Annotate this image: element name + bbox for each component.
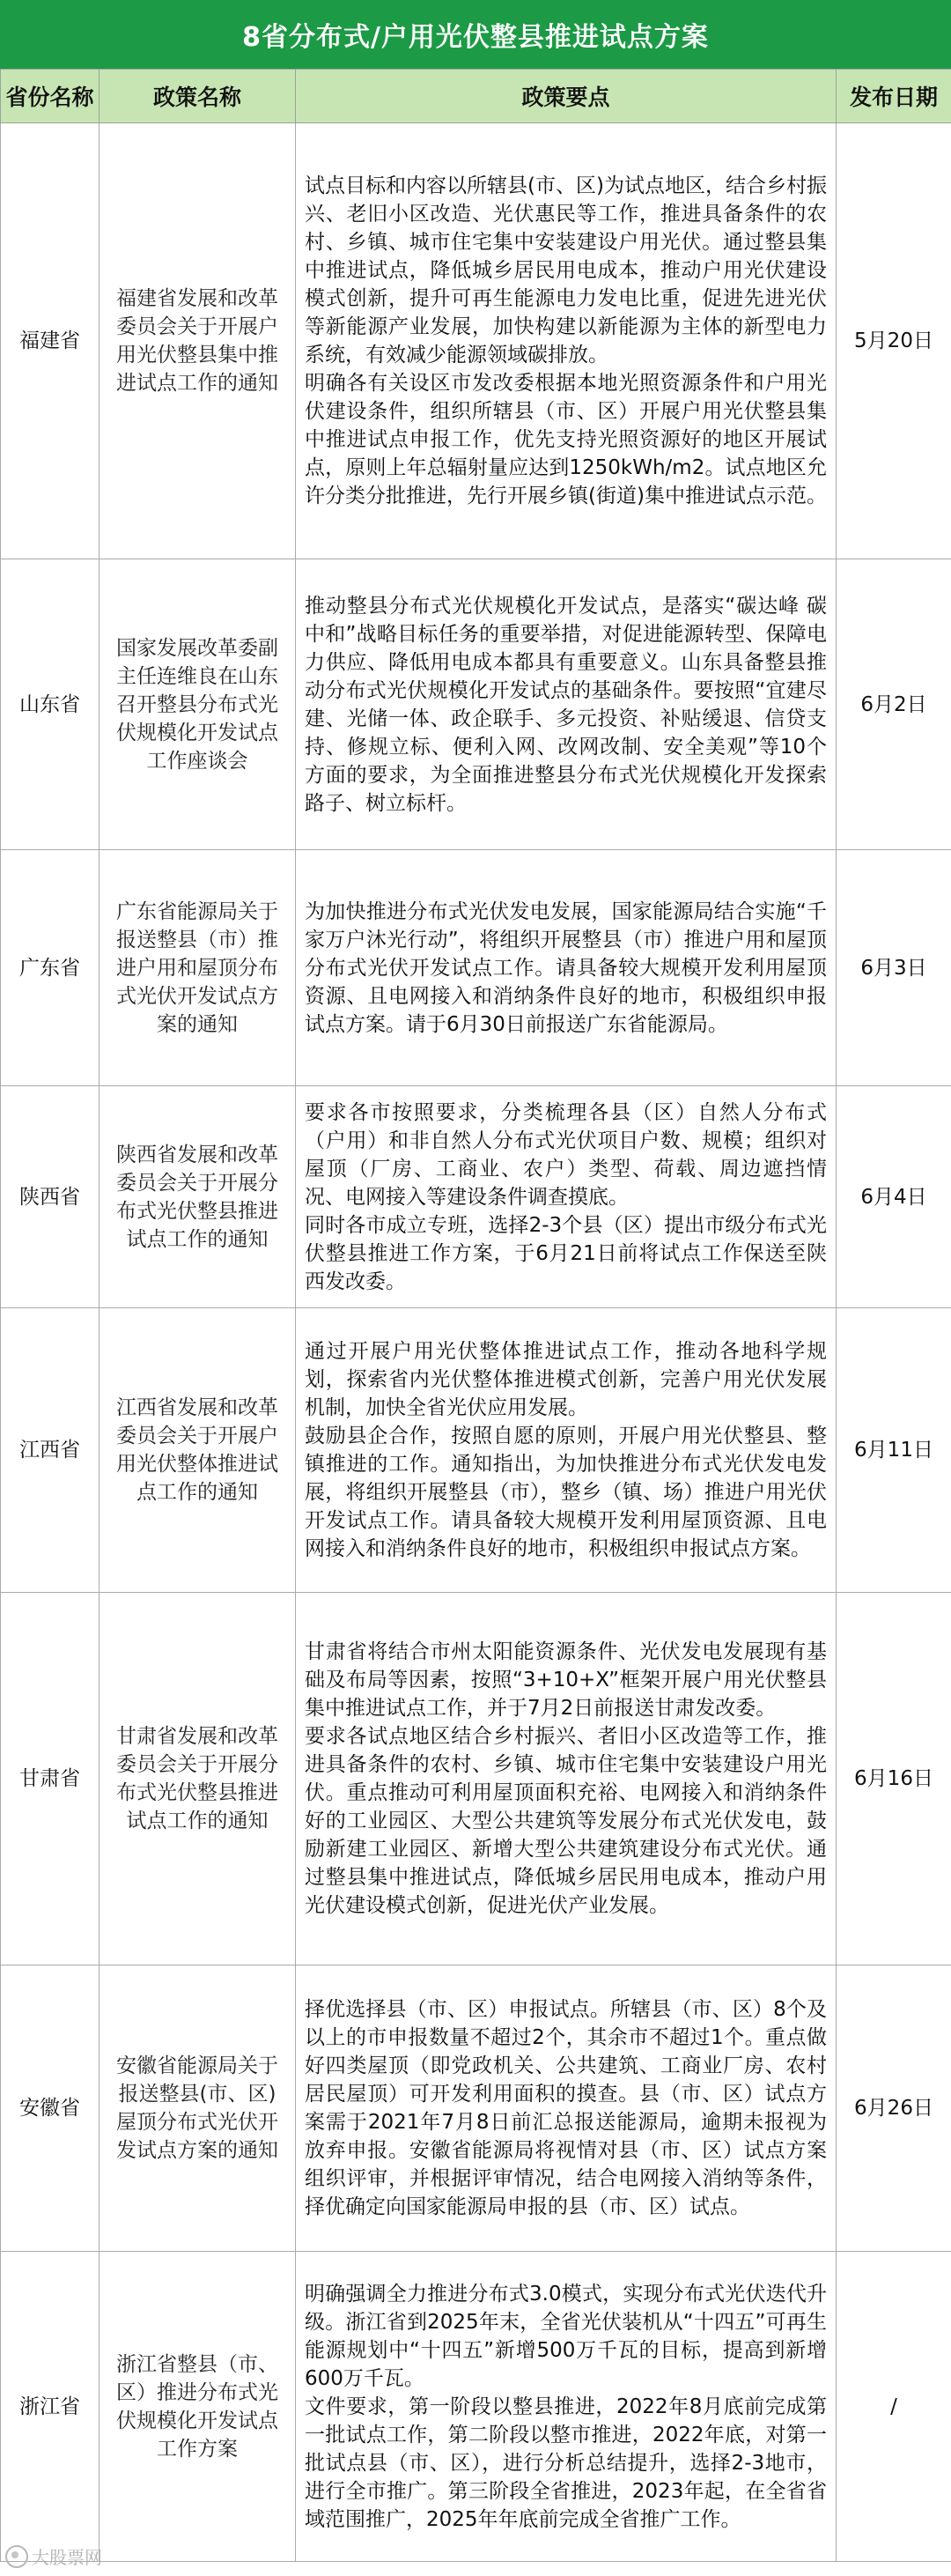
table-row [1, 559, 951, 850]
policy-point: 推动整县分布式光伏规模化开发试点，是落实“碳达峰 碳中和”战略目标任务的重要举措，对促进能源转型、保障电力供应、降低用电成本都具有重要意义。山东具备整县推动分布式光伏规模化开发试点的基础条件。要按照“宜建尽建、光储一体、政企联手、多元投资、补贴缓退、信贷支持、修规立标、便利入网、改网改制、安全美观”等10个方面的要求，为全面推进整县分布式光伏规模化开发探索路子、树立标杆。 [305, 594, 827, 815]
province-cell: 陕西省 [1, 1086, 100, 1308]
page-title: 8省分布式/户用光伏整县推进试点方案 [0, 0, 951, 69]
release-date-cell: 6月16日 [837, 1593, 951, 1965]
release-date-cell: 6月3日 [837, 850, 951, 1086]
province-cell: 江西省 [1, 1308, 100, 1593]
release-date-cell: 6月2日 [837, 559, 951, 850]
policy-points-cell [296, 2252, 837, 2562]
header-province: 省份名称 [1, 70, 100, 123]
policy-points-cell [296, 123, 837, 559]
policy-point: 通过开展户用光伏整体推进试点工作，推动各地科学规划，探索省内光伏整体推进模式创新，完善户用光伏发展机制，加快全省光伏应用发展。 [305, 1340, 827, 1419]
policy-point: 鼓励县企合作，按照自愿的原则，开展户用光伏整县、整镇推进的工作。通知指出，为加快推进分布式光伏发电发展，将组织开展整县（市），整乡（镇、场）推进户用光伏开发试点工作。请具备较大规模开发利用屋顶资源、且电网接入和消纳条件良好的地市，积极组织申报试点方案。 [305, 1425, 827, 1560]
policy-points-cell [296, 1308, 837, 1593]
policy-name-cell: 甘肃省发展和改革委员会关于开展分布式光伏整县推进试点工作的通知 [100, 1593, 296, 1965]
release-date-cell: / [837, 2252, 951, 2562]
watermark [5, 2543, 102, 2569]
policy-name-cell: 国家发展改革委副主任连维良在山东召开整县分布式光伏规模化开发试点工作座谈会 [100, 559, 296, 850]
policy-name-cell: 浙江省整县（市、区）推进分布式光伏规模化开发试点工作方案 [100, 2252, 296, 2562]
table-row [1, 1965, 951, 2252]
policy-table [0, 69, 951, 2562]
policy-point: 要求各市按照要求，分类梳理各县（区）自然人分布式（户用）和非自然人分布式光伏项目户数、规模；组织对屋顶（厂房、工商业、农户）类型、荷载、周边遮挡情况、电网接入等建设条件调查摸底。 [305, 1100, 827, 1209]
policy-points-cell [296, 850, 837, 1086]
table-row [1, 123, 951, 559]
policy-name-cell: 福建省发展和改革委员会关于开展户用光伏整县集中推进试点工作的通知 [100, 123, 296, 559]
policy-points-cell [296, 1593, 837, 1965]
province-cell: 福建省 [1, 123, 100, 559]
table-row [1, 850, 951, 1086]
policy-name-cell: 广东省能源局关于报送整县（市）推进户用和屋顶分布式光伏开发试点方案的通知 [100, 850, 296, 1086]
province-cell: 广东省 [1, 850, 100, 1086]
province-cell: 安徽省 [1, 1965, 100, 2252]
policy-points-cell [296, 1965, 837, 2252]
policy-point: 试点目标和内容以所辖县(市、区)为试点地区，结合乡村振兴、老旧小区改造、光伏惠民等工作，推进具备条件的农村、乡镇、城市住宅集中安装建设户用光伏。通过整县集中推进试点，降低城乡居民用电成本，推动户用光伏建设模式创新，提升可再生能源电力发电比重，促进先进光伏等新能源产业发展，加快构建以新能源为主体的新型电力系统，有效减少能源领域碳排放。 [305, 174, 827, 366]
province-cell: 浙江省 [1, 2252, 100, 2562]
policy-point: 甘肃省将结合市州太阳能资源条件、光伏发电发展现有基础及布局等因素，按照“3+10+X”框架开展户用光伏整县集中推进试点工作，并于7月2日前报送甘肃发改委。 [305, 1640, 827, 1720]
policy-point: 明确各有关设区市发改委根据本地光照资源条件和户用光伏建设条件，组织所辖县（市、区）开展户用光伏整县集中推进试点申报工作，优先支持光照资源好的地区开展试点，原则上年总辐射量应达到1250kWh/m2。试点地区允许分类分批推进，先行开展乡镇(街道)集中推进试点示范。 [305, 372, 827, 507]
policy-point: 同时各市成立专班，选择2-3个县（区）提出市级分布式光伏整县推进工作方案，于6月21日前将试点工作保送至陕西发改委。 [305, 1213, 827, 1293]
policy-name-cell: 安徽省能源局关于报送整县(市、区)屋顶分布式光伏开发试点方案的通知 [100, 1965, 296, 2252]
table-row [1, 1593, 951, 1965]
header-policy-points: 政策要点 [296, 70, 837, 123]
watermark-text: 大股票网 [32, 2547, 102, 2568]
release-date-cell: 6月4日 [837, 1086, 951, 1308]
table-row [1, 1086, 951, 1308]
watermark-logo-icon [5, 2545, 28, 2568]
header-policy-name: 政策名称 [100, 70, 296, 123]
policy-points-cell [296, 1086, 837, 1308]
policy-point: 明确强调全力推进分布式3.0模式，实现分布式光伏迭代升级。浙江省到2025年末，全省光伏装机从“十四五”可再生能源规划中“十四五”新增500万千瓦的目标，提高到新增600万千瓦。 [305, 2282, 827, 2390]
policy-point: 要求各试点地区结合乡村振兴、者旧小区改造等工作，推进具备条件的农村、乡镇、城市住宅集中安装建设户用光伏。重点推动可利用屋顶面积充裕、电网接入和消纳条件好的工业园区、大型公共建筑等发展分布式光伏发电，鼓励新建工业园区、新增大型公共建筑建设分布式光伏。通过整县集中推进试点，降低城乡居民用电成本，推动户用光伏建设模式创新，促进光伏产业发展。 [305, 1725, 827, 1917]
table-row [1, 2252, 951, 2562]
policy-name-cell: 陕西省发展和改革委员会关于开展分布式光伏整县推进试点工作的通知 [100, 1086, 296, 1308]
policy-point: 为加快推进分布式光伏发电发展，国家能源局结合实施“千家万户沐光行动”，将组织开展整县（市）推进户用和屋顶分布式光伏开发试点工作。请具备较大规模开发利用屋顶资源、且电网接入和消纳条件良好的地市，积极组织申报试点方案。请于6月30日前报送广东省能源局。 [305, 899, 827, 1036]
province-cell: 甘肃省 [1, 1593, 100, 1965]
release-date-cell: 6月11日 [837, 1308, 951, 1593]
table-row [1, 1308, 951, 1593]
policy-points-cell [296, 559, 837, 850]
policy-name-cell: 江西省发展和改革委员会关于开展户用光伏整体推进试点工作的通知 [100, 1308, 296, 1593]
province-cell: 山东省 [1, 559, 100, 850]
release-date-cell: 6月26日 [837, 1965, 951, 2252]
policy-point: 文件要求，第一阶段以整县推进，2022年8月底前完成第一批试点工作，第二阶段以整市推进，2022年底，对第一批试点县（市、区），进行分析总结提升，选择2-3地市，进行全市推广。第三阶段全省推进，2023年起，在全省省域范围推广，2025年年底前完成全省推广工作。 [305, 2395, 827, 2531]
table-header-row [1, 70, 951, 123]
header-release-date: 发布日期 [837, 70, 951, 123]
policy-point: 择优选择县（市、区）申报试点。所辖县（市、区）8个及以上的市申报数量不超过2个，其余市不超过1个。重点做好四类屋顶（即党政机关、公共建筑、工商业厂房、农村居民屋顶）可开发利用面积的摸查。县（市、区）试点方案需于2021年7月8日前汇总报送能源局，逾期未报视为放弃申报。安徽省能源局将视情对县（市、区）试点方案组织评审，并根据评审情况，结合电网接入消纳等条件，择优确定向国家能源局申报的县（市、区）试点。 [305, 1998, 827, 2218]
release-date-cell: 5月20日 [837, 123, 951, 559]
